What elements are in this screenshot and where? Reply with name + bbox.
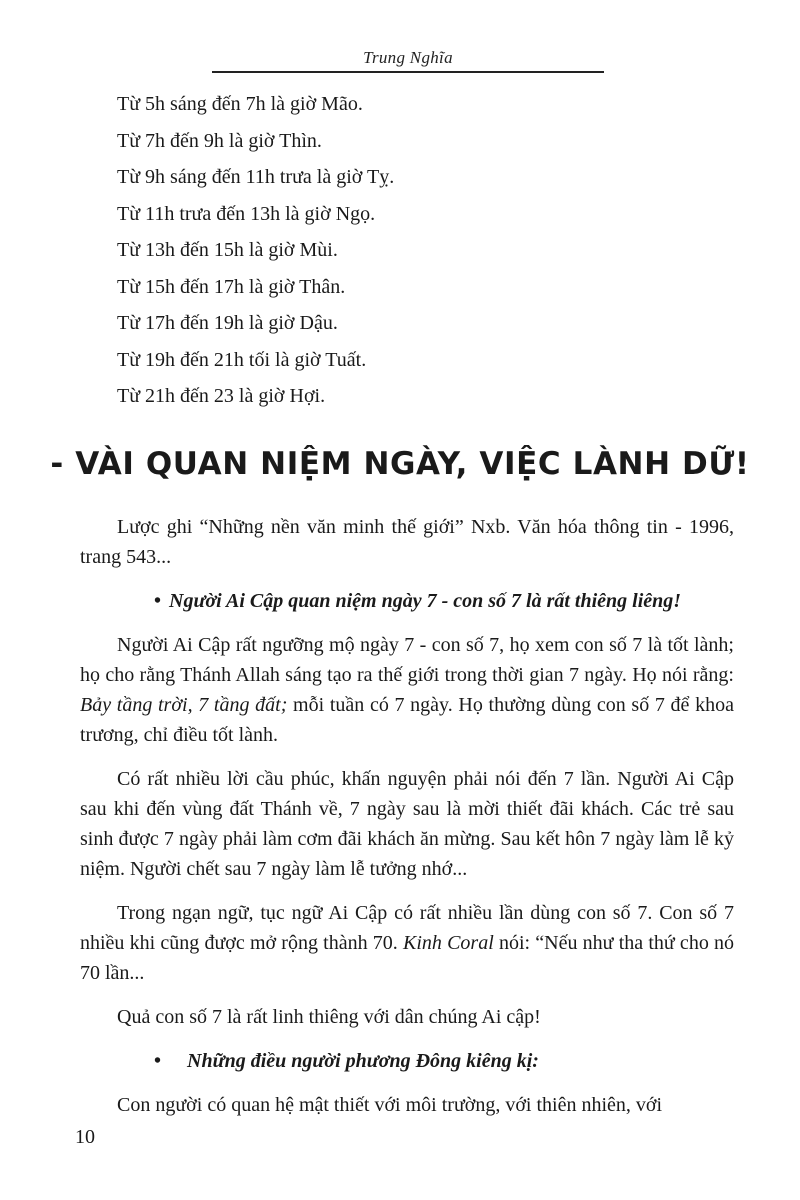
- hour-line: Từ 13h đến 15h là giờ Mùi.: [117, 239, 338, 261]
- bullet-icon: •: [154, 590, 162, 612]
- hour-line: Từ 19h đến 21h tối là giờ Tuất.: [117, 348, 367, 371]
- body-text: [80, 512, 734, 1134]
- running-head: Trung Nghĩa: [363, 48, 453, 67]
- italic-title: Kinh Coral: [402, 932, 494, 954]
- hour-list: [117, 86, 394, 415]
- hour-line: Từ 11h trưa đến 13h là giờ Ngọ.: [117, 202, 376, 225]
- bullet-heading-east: [80, 1046, 734, 1076]
- bullet-icon: •: [154, 1050, 162, 1072]
- intro-paragraph: Lược ghi “Những nền văn minh thế giới” Nxb. Văn hóa thông tin - 1996, trang 543...: [80, 516, 734, 568]
- page-number: 10: [75, 1126, 95, 1148]
- paragraph-text: mỗi tuần có 7 ngày. Họ thường dùng con số 7 để khoa trương, chỉ điều tốt lành.: [80, 694, 734, 746]
- hour-line: Từ 15h đến 17h là giờ Thân.: [117, 275, 346, 298]
- hour-line: Từ 21h đến 23 là giờ Hợi.: [117, 385, 326, 407]
- italic-quote: Bảy tầng trời, 7 tầng đất;: [80, 694, 288, 716]
- hour-line: Từ 7h đến 9h là giờ Thìn.: [117, 129, 322, 152]
- section-heading: - VÀI QUAN NIỆM NGÀY, VIỆC LÀNH DỮ!: [50, 446, 750, 482]
- paragraph: [80, 898, 734, 988]
- paragraph: Quả con số 7 là rất linh thiêng với dân chúng Ai cập!: [117, 1006, 541, 1028]
- paragraph-text: nói: “Nếu như tha thứ cho nó 70 lần...: [80, 932, 735, 984]
- bullet-heading-text: Người Ai Cập quan niệm ngày 7 - con số 7 là rất thiêng liêng!: [169, 590, 682, 612]
- paragraph: [80, 630, 734, 750]
- hour-line: Từ 9h sáng đến 11h trưa là giờ Tỵ.: [117, 166, 395, 188]
- paragraph-text: Trong ngạn ngữ, tục ngữ Ai Cập có rất nhiều lần dùng con số 7. Con số 7 nhiều khi cũng được mở rộng thành 70.: [80, 902, 734, 954]
- header-rule: [212, 71, 604, 73]
- hour-line: Từ 17h đến 19h là giờ Dậu.: [117, 312, 338, 334]
- paragraph-text: Người Ai Cập rất ngưỡng mộ ngày 7 - con số 7, họ xem con số 7 là tốt lành; họ cho rằng Thánh Allah sáng tạo ra thế giới trong thời gian 7 ngày. Họ nói rằng:: [80, 634, 734, 686]
- paragraph: Có rất nhiều lời cầu phúc, khấn nguyện phải nói đến 7 lần. Người Ai Cập sau khi đến vùng đất Thánh về, 7 ngày sau là mời thiết đãi khách. Các trẻ sau sinh được 7 ngày phải làm cơm đãi khách ăn mừng. Sau kết hôn 7 ngày làm lễ kỷ niệm. Người chết sau 7 ngày làm lễ tưởng nhớ...: [80, 768, 734, 880]
- paragraph: Con người có quan hệ mật thiết với môi trường, với thiên nhiên, với: [117, 1094, 663, 1116]
- bullet-heading-text: Những điều người phương Đông kiêng kị:: [187, 1050, 539, 1072]
- hour-line: Từ 5h sáng đến 7h là giờ Mão.: [117, 93, 363, 115]
- bullet-heading-egypt: [80, 586, 734, 616]
